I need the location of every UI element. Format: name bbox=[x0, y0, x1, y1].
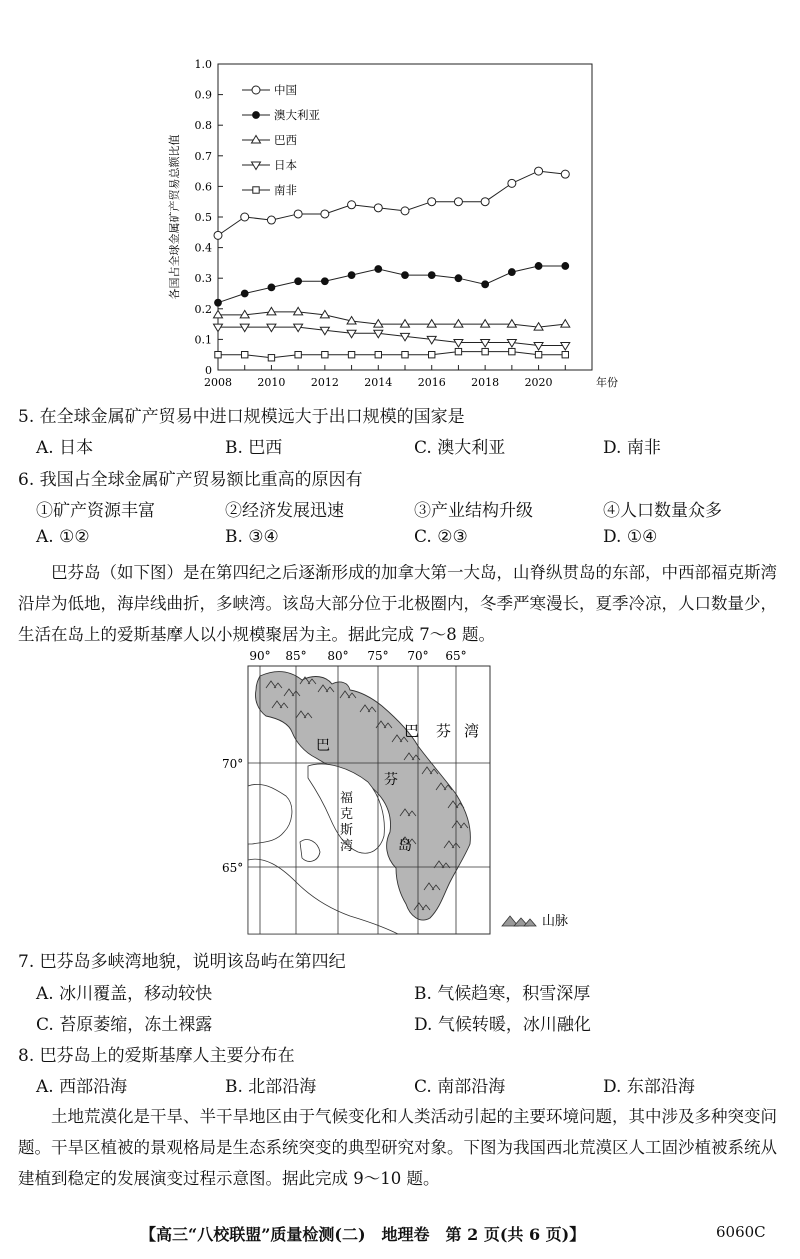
series-1-point bbox=[321, 278, 328, 285]
series-4-point bbox=[242, 352, 248, 358]
q7-option-b[interactable]: B. 气候趋寒，积雪深厚 bbox=[414, 984, 591, 1004]
q7-option-d[interactable]: D. 气候转暖，冰川融化 bbox=[414, 1015, 591, 1035]
series-3-point bbox=[267, 324, 276, 332]
legend-marker-2 bbox=[252, 136, 261, 144]
series-2-point bbox=[481, 320, 490, 328]
footer-title: 【高三“八校联盟”质量检测(二) 地理卷 第 2 页(共 6 页)】 bbox=[140, 1225, 586, 1244]
y-tick-label: 0.1 bbox=[194, 333, 212, 347]
island-label-3: 岛 bbox=[398, 838, 412, 854]
bay-label-3: 湾 bbox=[464, 722, 480, 740]
q6-option-b[interactable]: B. ③④ bbox=[225, 527, 279, 547]
series-1-point bbox=[455, 275, 462, 282]
legend-marker-4 bbox=[253, 187, 259, 193]
series-0-point bbox=[321, 210, 329, 218]
x-tick-label: 2012 bbox=[310, 376, 339, 389]
trade-share-chart bbox=[160, 48, 640, 393]
lon-label-90: 90° bbox=[249, 649, 271, 663]
series-2-point bbox=[214, 310, 223, 318]
series-0-point bbox=[348, 201, 356, 209]
series-1-point bbox=[428, 272, 435, 279]
series-3-point bbox=[454, 339, 463, 347]
series-4-point bbox=[562, 352, 568, 358]
series-1-point bbox=[535, 263, 542, 270]
series-1-point bbox=[348, 272, 355, 279]
legend-label-0: 中国 bbox=[274, 83, 297, 97]
series-3-point bbox=[347, 330, 356, 338]
series-0-point bbox=[508, 179, 516, 187]
passage-desertification bbox=[18, 1101, 782, 1194]
footer-code: 6060C bbox=[716, 1223, 766, 1241]
chart-svg bbox=[160, 48, 640, 393]
q6-stem: 6. 我国占全球金属矿产贸易额比重高的原因有 bbox=[18, 470, 363, 490]
legend-label-1: 澳大利亚 bbox=[274, 108, 320, 122]
island-label-1: 巴 bbox=[316, 738, 330, 754]
series-0-point bbox=[428, 198, 436, 206]
series-1-point bbox=[562, 263, 569, 270]
foxe-label-1: 福 bbox=[340, 791, 354, 806]
q5-stem: 5. 在全球金属矿产贸易中进口规模远大于出口规模的国家是 bbox=[18, 407, 465, 427]
series-4-point bbox=[295, 352, 301, 358]
series-1-point bbox=[375, 266, 382, 273]
x-axis-label: 年份 bbox=[596, 376, 618, 389]
series-1-point bbox=[295, 278, 302, 285]
q8-option-b[interactable]: B. 北部沿海 bbox=[225, 1077, 317, 1097]
series-3-point bbox=[534, 343, 543, 351]
series-4-point bbox=[215, 352, 221, 358]
y-tick-label: 0.5 bbox=[194, 211, 212, 224]
series-3-point bbox=[214, 324, 223, 332]
y-tick-label: 0.6 bbox=[194, 180, 212, 194]
series-4-point bbox=[429, 352, 435, 358]
q8-option-d[interactable]: D. 东部沿海 bbox=[603, 1077, 695, 1097]
q6-option-d[interactable]: D. ①④ bbox=[603, 527, 658, 547]
legend-mountain-label: 山脉 bbox=[542, 914, 569, 929]
legend-label-4: 南非 bbox=[274, 183, 297, 197]
y-tick-label: 1.0 bbox=[194, 58, 212, 71]
series-0-point bbox=[294, 210, 302, 218]
q7-option-c[interactable]: C. 苔原萎缩，冻土裸露 bbox=[36, 1015, 213, 1035]
x-tick-label: 2014 bbox=[364, 376, 393, 389]
series-1-point bbox=[268, 284, 275, 291]
series-2-point bbox=[454, 320, 463, 328]
q7-stem: 7. 巴芬岛多峡湾地貌，说明该岛屿在第四纪 bbox=[18, 952, 346, 972]
series-0-point bbox=[241, 213, 249, 221]
series-4-point bbox=[348, 352, 354, 358]
series-2-point bbox=[561, 320, 570, 328]
legend-marker-0 bbox=[252, 86, 260, 94]
y-tick-label: 0.7 bbox=[194, 149, 212, 163]
series-4-point bbox=[535, 352, 541, 358]
y-tick-label: 0.3 bbox=[194, 272, 212, 286]
x-tick-label: 2016 bbox=[417, 376, 446, 389]
series-0-point bbox=[267, 216, 275, 224]
series-4-point bbox=[455, 348, 461, 354]
series-0-point bbox=[535, 167, 543, 175]
foxe-label-2: 克 bbox=[340, 807, 354, 822]
series-3-point bbox=[481, 339, 490, 347]
lon-label-65: 65° bbox=[445, 649, 467, 663]
series-2-point bbox=[427, 320, 436, 328]
y-tick-label: 0 bbox=[205, 364, 212, 377]
q6-item-3: ③产业结构升级 bbox=[414, 501, 533, 521]
q5-option-c[interactable]: C. 澳大利亚 bbox=[414, 438, 506, 458]
q7-option-a[interactable]: A. 冰川覆盖，移动较快 bbox=[36, 984, 213, 1004]
x-tick-label: 2010 bbox=[257, 376, 286, 389]
passage-desertification-text: 土地荒漠化是干旱、半干旱地区由于气候变化和人类活动引起的主要环境问题，其中涉及多种突变问题。干旱区植被的景观格局是生态系统突变的典型研究对象。下图为我国西北荒漠区人工固沙植被系统从建植到稳定的发展演变过程示意图。据此完成 9～10 题。 bbox=[18, 1107, 777, 1188]
q8-stem: 8. 巴芬岛上的爱斯基摩人主要分布在 bbox=[18, 1046, 295, 1066]
q6-option-a[interactable]: A. ①② bbox=[36, 527, 90, 547]
series-1-point bbox=[241, 290, 248, 297]
q5-option-d[interactable]: D. 南非 bbox=[603, 438, 661, 458]
series-4-point bbox=[509, 348, 515, 354]
lon-label-80: 80° bbox=[327, 649, 349, 663]
x-tick-label: 2008 bbox=[204, 376, 232, 389]
legend-label-2: 巴西 bbox=[274, 133, 297, 147]
q6-item-4: ④人口数量众多 bbox=[603, 501, 722, 521]
legend-marker-3 bbox=[252, 162, 261, 170]
foxe-label-3: 斯 bbox=[340, 823, 354, 838]
passage-baffin-text: 巴芬岛（如下图）是在第四纪之后逐渐形成的加拿大第一大岛，山脊纵贯岛的东部，中西部福克斯湾沿岸为低地，海岸线曲折，多峡湾。该岛大部分位于北极圈内，冬季严寒漫长，夏季冷凉，人口数量少，生活在岛上的爱斯基摩人以小规模聚居为主。据此完成 7～8 题。 bbox=[18, 563, 777, 644]
series-2-point bbox=[267, 307, 276, 315]
series-0-point bbox=[214, 231, 222, 239]
y-axis-label: 各国占全球金属矿产贸易总额比值 bbox=[168, 134, 181, 300]
baffin-island-map bbox=[200, 646, 600, 938]
series-0-point bbox=[374, 204, 382, 212]
series-0-point bbox=[401, 207, 409, 215]
series-4-point bbox=[402, 352, 408, 358]
bay-label-2: 芬 bbox=[436, 722, 452, 740]
series-4-point bbox=[322, 352, 328, 358]
q5-option-a[interactable]: A. 日本 bbox=[36, 438, 94, 458]
map-svg bbox=[200, 646, 600, 938]
series-2-point bbox=[507, 320, 516, 328]
series-0-point bbox=[561, 170, 569, 178]
foxe-label-4: 湾 bbox=[340, 839, 354, 854]
lon-label-75: 75° bbox=[367, 649, 389, 663]
series-1-point bbox=[402, 272, 409, 279]
island-label-2: 芬 bbox=[384, 772, 398, 788]
series-3-point bbox=[240, 324, 249, 332]
y-tick-label: 0.9 bbox=[194, 88, 212, 102]
legend-mountain-icon bbox=[502, 916, 536, 926]
x-tick-label: 2020 bbox=[524, 376, 553, 389]
series-4-point bbox=[268, 355, 274, 361]
series-1-point bbox=[482, 281, 489, 288]
series-1-point bbox=[215, 299, 222, 306]
legend-label-3: 日本 bbox=[274, 158, 297, 172]
q6-option-c[interactable]: C. ②③ bbox=[414, 527, 468, 547]
y-tick-label: 0.2 bbox=[194, 302, 212, 316]
bay-label-1: 巴 bbox=[404, 722, 420, 740]
q6-item-1: ①矿产资源丰富 bbox=[36, 501, 155, 521]
series-2-point bbox=[294, 307, 303, 315]
lat-label-70: 70° bbox=[222, 757, 244, 771]
q8-option-a[interactable]: A. 西部沿海 bbox=[36, 1077, 128, 1097]
lat-label-65: 65° bbox=[222, 861, 244, 875]
series-3-point bbox=[561, 343, 570, 351]
lon-label-85: 85° bbox=[285, 649, 307, 663]
series-4-point bbox=[375, 352, 381, 358]
passage-baffin bbox=[18, 557, 782, 650]
legend-marker-1 bbox=[253, 112, 260, 119]
q6-item-2: ②经济发展迅速 bbox=[225, 501, 344, 521]
y-tick-label: 0.4 bbox=[194, 241, 212, 255]
q8-option-c[interactable]: C. 南部沿海 bbox=[414, 1077, 506, 1097]
y-tick-label: 0.8 bbox=[194, 119, 212, 133]
q5-option-b[interactable]: B. 巴西 bbox=[225, 438, 283, 458]
series-0-point bbox=[481, 198, 489, 206]
lon-label-70: 70° bbox=[407, 649, 429, 663]
x-tick-label: 2018 bbox=[471, 376, 500, 389]
series-2-point bbox=[401, 320, 410, 328]
series-1-point bbox=[508, 269, 515, 276]
series-4-point bbox=[482, 348, 488, 354]
series-0-point bbox=[454, 198, 462, 206]
